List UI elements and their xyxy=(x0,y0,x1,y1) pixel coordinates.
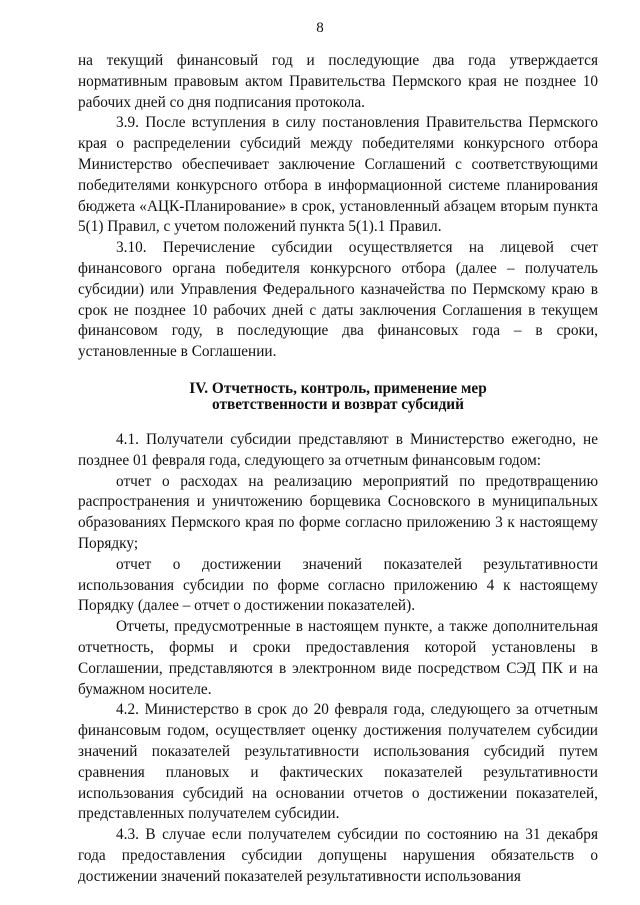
paragraph-report-results: отчет о достижении значений показателей результативности использования субсидии по форме согласно приложению 4 к настоящему Порядку (далее – отчет о достижении показателей). xyxy=(78,555,598,615)
section-heading xyxy=(78,381,598,413)
section-heading-line-2: ответственности и возврат субсидий xyxy=(212,395,464,413)
paragraph-4-3: 4.3. В случае если получателем субсидии по состоянию на 31 декабря года предоставления субсидии допущены нарушения обязательств о достижении значений показателей результативности использования xyxy=(78,826,598,885)
page-number: 8 xyxy=(316,20,324,36)
paragraph-report-expenses: отчет о расходах на реализацию мероприятий по предотвращению распространения и уничтожению борщевика Сосновского в муниципальных образованиях Пермского края по форме согласно приложению 3 к настоящему Порядку; xyxy=(78,472,598,552)
paragraph-continuation: на текущий финансовый год и последующие два года утверждается нормативным правовым актом Правительства Пермского края не позднее 10 рабочих дней со дня подписания протокола. xyxy=(78,52,598,111)
paragraph-reports-electronic: Отчеты, предусмотренные в настоящем пункте, а также дополнительная отчетность, формы и сроки предоставления которой установлены в Соглашении, представляются в электронном виде посредством СЭД ПК и на бумажном носителе. xyxy=(78,618,598,698)
section-heading-line-1: IV. Отчетность, контроль, применение мер xyxy=(189,379,487,397)
paragraph-4-1: 4.1. Получатели субсидии представляют в Министерство ежегодно, не позднее 01 февраля года, следующего за отчетным финансовым годом: xyxy=(78,430,598,469)
document-body xyxy=(78,51,598,887)
paragraph-3-10: 3.10. Перечисление субсидии осуществляется на лицевой счет финансового органа победителя конкурсного отбора (далее – получатель субсидии) или Управления Федерального казначейства по Пермскому краю в срок не позднее 10 рабочих дней с даты заключения Соглашения в текущем финансовом году, в последующие два финансовых года – в сроки, установленные в Соглашении. xyxy=(78,239,598,361)
paragraph-3-9: 3.9. После вступления в силу постановления Правительства Пермского края о распределении субсидий между победителями конкурсного отбора Министерство обеспечивает заключение Соглашений с соответствующими победителями конкурсного отбора в информационной системе планирования бюджета «АЦК-Планирование» в срок, установленный абзацем вторым пункта 5(1) Правил, с учетом положений пункта 5(1).1 Правил. xyxy=(78,114,598,236)
paragraph-4-2: 4.2. Министерство в срок до 20 февраля года, следующего за отчетным финансовым годом, осуществляет оценку достижения получателем субсидии значений показателей результативности использования субсидий путем сравнения плановых и фактических показателей результативности использования субсидий на основании отчетов о достижении показателей, представленных получателем субсидии. xyxy=(78,701,598,823)
